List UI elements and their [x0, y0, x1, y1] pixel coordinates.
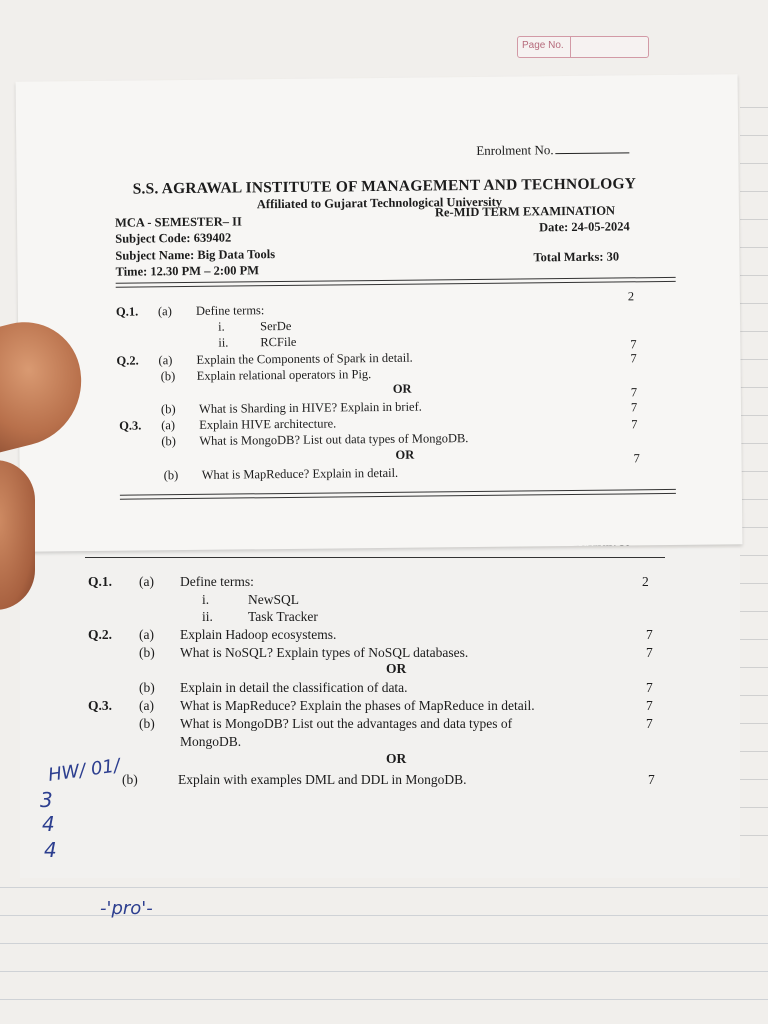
total-marks: Total Marks: 30 — [533, 249, 620, 265]
lower-q2b-part: (b) — [139, 645, 155, 660]
q2b-marks: 7 — [630, 351, 637, 366]
affiliation: Affiliated to Gujarat Technological University — [256, 194, 503, 212]
lower-q3a-part: (a) — [139, 698, 154, 713]
lower-q3b-text-cont: MongoDB. — [180, 734, 242, 749]
lower-q1-sub-i: i. — [202, 592, 210, 607]
lower-q2b-text: What is NoSQL? Explain types of NoSQL databases. — [180, 645, 469, 660]
lower-q1-sub-i-text: NewSQL — [248, 592, 299, 607]
q2b-text: Explain relational operators in Pig. — [196, 367, 372, 383]
footer-rule — [120, 489, 676, 500]
lower-header-rule — [85, 557, 665, 560]
q3b-marks: 7 — [631, 417, 638, 432]
finger-lower — [0, 460, 35, 610]
q2b-alt-part: (b) — [160, 402, 176, 417]
q3a-marks: 7 — [630, 400, 638, 415]
subject-code: Subject Code: 639402 — [115, 230, 232, 246]
q2a-text: Explain the Components of Spark in detail. — [196, 350, 413, 367]
lower-q3-number: Q.3. — [88, 698, 113, 713]
lower-q2b-alt-text: Explain in detail the classification of data. — [180, 680, 408, 695]
page-number-label: Page No. — [522, 40, 564, 51]
q2a-marks: 7 — [630, 337, 637, 352]
lower-q2b-alt-part: (b) — [139, 680, 155, 695]
enrolment-number-field — [476, 141, 629, 159]
exam-name: Re-MID TERM EXAMINATION — [434, 203, 616, 220]
q2-number: Q.2. — [116, 353, 139, 368]
notebook-margin-lines — [740, 80, 768, 860]
institute-name: S.S. AGRAWAL INSTITUTE OF MANAGEMENT AND TECHNOLOGY — [132, 175, 637, 198]
lower-q1-sub-ii-text: Task Tracker — [248, 609, 318, 624]
lower-q3b-part: (b) — [139, 716, 155, 731]
lower-q1a-part: (a) — [139, 574, 154, 589]
lower-q2a-marks: 7 — [646, 627, 653, 642]
lower-q3b-marks: 7 — [646, 716, 653, 731]
lower-q3b-text: What is MongoDB? List out the advantages and data types of — [180, 716, 513, 731]
handwritten-note-1: HW/ 01/ — [46, 755, 122, 786]
handwritten-note-5: -'pro'- — [100, 898, 153, 919]
q1-number: Q.1. — [115, 304, 139, 319]
lower-or-2: OR — [386, 751, 407, 766]
q1-sub-i: i. — [218, 319, 225, 334]
q3a-part: (a) — [161, 418, 176, 433]
enrolment-label: Enrolment No. — [476, 142, 554, 158]
q3b-alt-marks: 7 — [633, 451, 640, 466]
handwritten-note-2: 3 — [40, 788, 53, 812]
or-2: OR — [395, 447, 415, 462]
exam-date: Date: 24-05-2024 — [539, 219, 630, 235]
q1-sub-ii: ii. — [218, 335, 229, 350]
lower-q2b-marks: 7 — [646, 645, 653, 660]
handwritten-note-3: 4 — [42, 812, 55, 836]
q3b-alt-text: What is MapReduce? Explain in detail. — [201, 465, 399, 482]
lower-q3a-text: What is MapReduce? Explain the phases of MapReduce in detail. — [180, 698, 535, 713]
lower-q1a-marks: 2 — [642, 574, 649, 589]
enrolment-blank-line — [556, 152, 630, 154]
q3b-text: What is MongoDB? List out data types of MongoDB. — [199, 431, 469, 448]
upper-question-paper — [16, 74, 743, 552]
q1a-part: (a) — [157, 304, 172, 319]
q3a-text: Explain HIVE architecture. — [199, 416, 337, 432]
handwritten-note-4: 4 — [44, 838, 57, 862]
q1-sub-ii-text: RCFile — [260, 334, 297, 350]
q2b-alt-text: What is Sharding in HIVE? Explain in brief. — [198, 399, 422, 416]
lower-q1a-text: Define terms: — [180, 574, 254, 589]
lower-or-1: OR — [386, 661, 407, 676]
notebook-ruled-lines — [0, 860, 768, 1024]
lower-q2-number: Q.2. — [88, 627, 113, 642]
q3b-part: (b) — [161, 434, 176, 449]
lower-q3b-alt-text: Explain with examples DML and DDL in MongoDB. — [178, 772, 467, 787]
lower-q2a-text: Explain Hadoop ecosystems. — [180, 627, 337, 642]
lower-q2b-alt-marks: 7 — [646, 680, 653, 695]
lower-q3b-alt-marks: 7 — [648, 772, 655, 787]
page-number-divider — [570, 37, 571, 57]
or-1: OR — [392, 381, 412, 396]
subject-name: Subject Name: Big Data Tools — [115, 247, 276, 263]
lower-q1-number: Q.1. — [88, 574, 113, 589]
q1-sub-i-text: SerDe — [260, 318, 292, 334]
q3b-alt-part: (b) — [163, 468, 179, 483]
q1a-text: Define terms: — [195, 303, 265, 318]
q1a-marks: 2 — [627, 289, 635, 304]
lower-q1-sub-ii: ii. — [202, 609, 213, 624]
lower-q2a-part: (a) — [139, 627, 154, 642]
lower-q3b-alt-part: (b) — [122, 772, 138, 787]
q2b-alt-marks: 7 — [630, 385, 638, 400]
page-number-box — [517, 36, 649, 58]
q2a-part: (a) — [158, 353, 173, 368]
semester: MCA - SEMESTER– II — [114, 214, 242, 230]
q3-number: Q.3. — [119, 418, 142, 433]
exam-time: Time: 12.30 PM – 2:00 PM — [115, 263, 260, 279]
q2b-part: (b) — [160, 369, 176, 384]
lower-q3a-marks: 7 — [646, 698, 653, 713]
